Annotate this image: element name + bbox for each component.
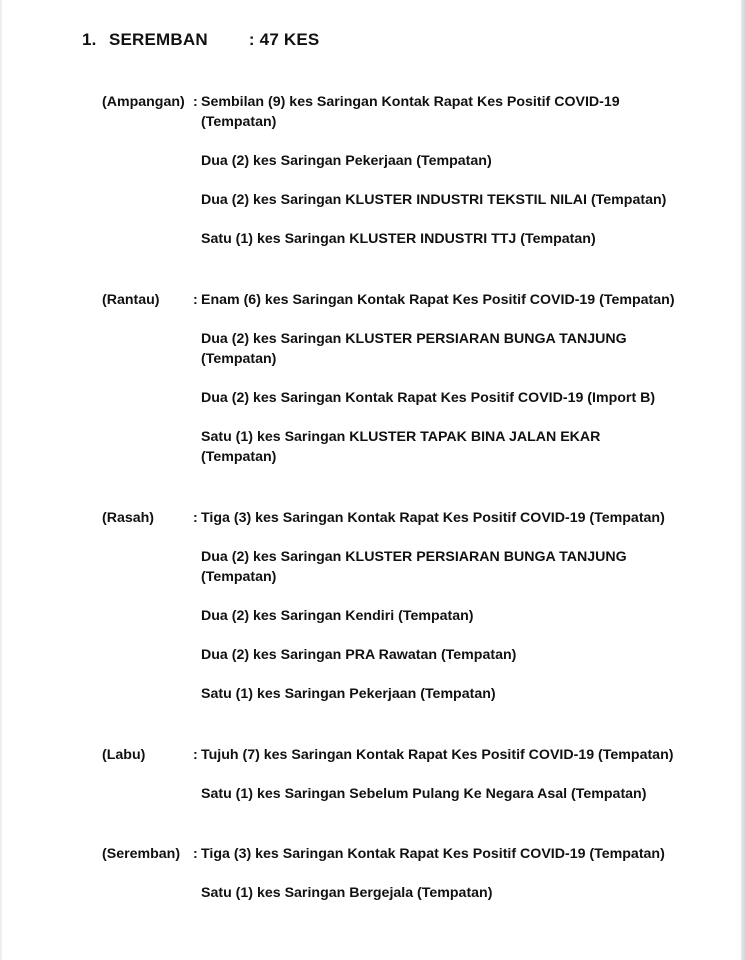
case-entry: Dua (2) kes Saringan Pekerjaan (Tempatan)	[201, 153, 492, 169]
district-heading	[82, 30, 319, 50]
case-entry: Tujuh (7) kes Saringan Kontak Rapat Kes Positif COVID-19 (Tempatan)	[201, 747, 674, 763]
heading-number: 1.	[82, 30, 97, 49]
case-entry: Dua (2) kes Saringan PRA Rawatan (Tempatan)	[201, 647, 517, 663]
section-seremban	[102, 844, 722, 922]
section-rantau	[102, 290, 722, 486]
case-entry: Satu (1) kes Saringan KLUSTER TAPAK BINA JALAN EKAR (Tempatan)	[201, 429, 601, 465]
heading-total: : 47 KES	[248, 30, 320, 49]
case-entry: Tiga (3) kes Saringan Kontak Rapat Kes Positif COVID-19 (Tempatan)	[201, 846, 665, 862]
case-entry: Dua (2) kes Saringan Kendiri (Tempatan)	[201, 608, 474, 624]
case-entry: Satu (1) kes Saringan Sebelum Pulang Ke Negara Asal (Tempatan)	[201, 786, 647, 802]
section-rasah	[102, 508, 722, 723]
area-label: (Labu)	[102, 747, 146, 763]
heading-district: SEREMBAN	[108, 30, 208, 49]
case-entry: Dua (2) kes Saringan KLUSTER PERSIARAN BUNGA TANJUNG (Tempatan)	[201, 331, 627, 367]
section-ampangan	[102, 92, 722, 268]
area-label: (Rantau)	[102, 292, 160, 308]
colon-separator: :	[193, 747, 198, 763]
case-entry: Satu (1) kes Saringan KLUSTER INDUSTRI TTJ (Tempatan)	[201, 231, 596, 247]
case-entry: Satu (1) kes Saringan Bergejala (Tempatan)	[201, 885, 493, 901]
area-label: (Ampangan)	[102, 94, 185, 110]
area-label: (Rasah)	[102, 510, 155, 526]
colon-separator: :	[193, 510, 198, 526]
colon-separator: :	[193, 94, 198, 110]
case-entry: Dua (2) kes Saringan KLUSTER INDUSTRI TEKSTIL NILAI (Tempatan)	[201, 192, 667, 208]
case-entry: Satu (1) kes Saringan Pekerjaan (Tempatan)	[201, 686, 496, 702]
case-entry: Tiga (3) kes Saringan Kontak Rapat Kes Positif COVID-19 (Tempatan)	[201, 510, 665, 526]
area-label: (Seremban)	[102, 846, 181, 862]
colon-separator: :	[193, 292, 198, 308]
colon-separator: :	[193, 846, 198, 862]
case-entry: Enam (6) kes Saringan Kontak Rapat Kes Positif COVID-19 (Tempatan)	[201, 292, 675, 308]
page-left-edge	[0, 0, 2, 960]
section-labu	[102, 745, 722, 823]
case-entry: Sembilan (9) kes Saringan Kontak Rapat Kes Positif COVID-19 (Tempatan)	[201, 94, 620, 130]
case-entry: Dua (2) kes Saringan KLUSTER PERSIARAN BUNGA TANJUNG (Tempatan)	[201, 549, 627, 585]
case-entry: Dua (2) kes Saringan Kontak Rapat Kes Positif COVID-19 (Import B)	[201, 390, 656, 406]
page-right-edge	[741, 0, 745, 960]
